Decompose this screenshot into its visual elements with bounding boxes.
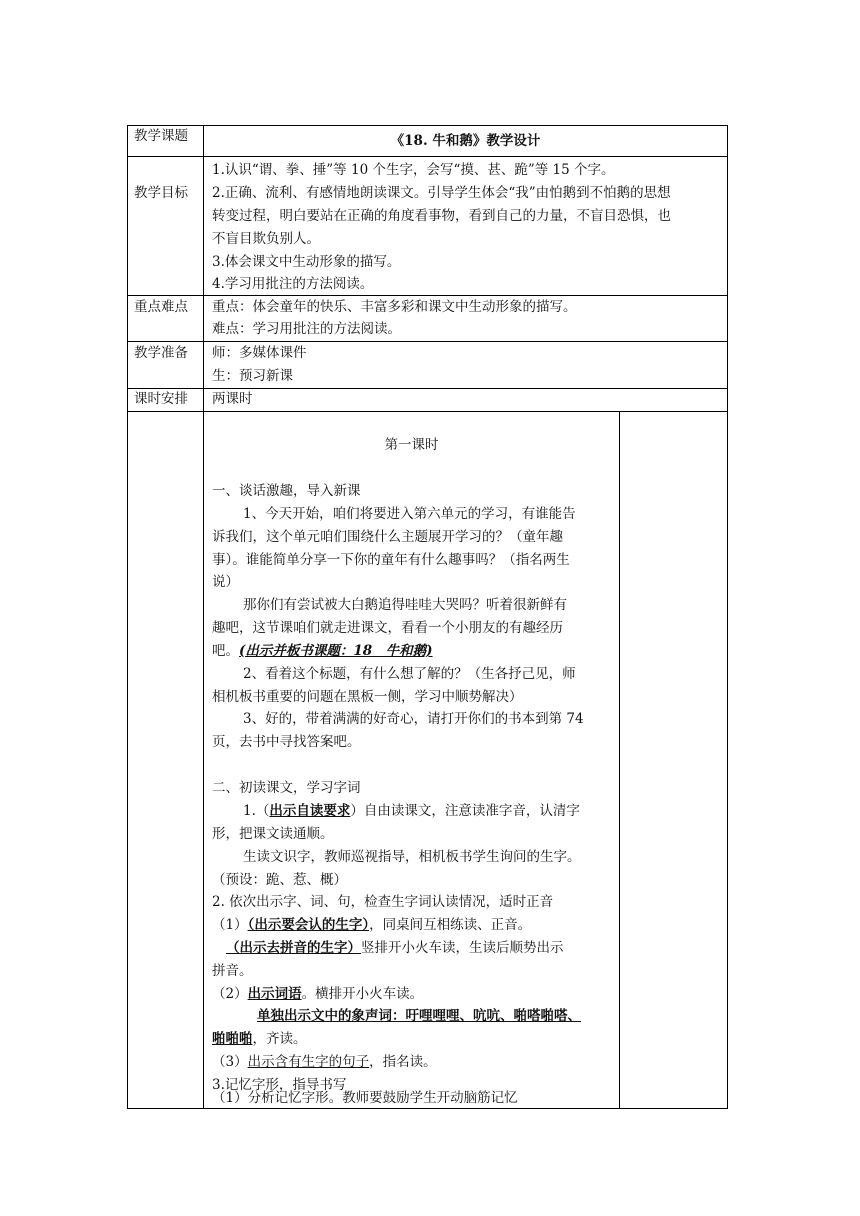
lesson-line: 1、今天开始，咱们将要进入第六单元的学习，有谁能告 [243,506,576,522]
lesson-line: 页，去书中寻找答案吧。 [212,734,361,750]
emphasis-text: （出示要会认的生字） [247,917,370,933]
hours-label: 课时安排 [134,391,188,407]
lesson-text: ，指名读。 [369,1054,437,1070]
lesson-text: 竖排开小火车读，生读后顺势出示 [361,940,564,956]
lesson-text: 吧。 [212,643,239,659]
topic-label: 教学课题 [134,128,188,144]
emphasis-text: 啪啪啪 [212,1031,253,1047]
lesson-line: （预设：跪、惹、概） [212,872,347,888]
lesson-title: 第一课时 [384,437,439,453]
lesson-line: 形，把课文读通顺。 [212,826,334,842]
goal-line: 不盲目欺负别人。 [212,231,320,247]
lesson-line: （1）分析记忆字形。教师要鼓励学生开动脑筋记忆 [212,1090,518,1106]
row-divider-5 [127,411,728,412]
key-points-label: 重点难点 [134,299,188,315]
table-border-left [127,125,128,1109]
goals-label: 教学目标 [134,185,188,201]
emphasis-text: （出示去拼音的生字） [226,940,361,956]
table-border-right [727,125,728,1109]
lesson-line: 说） [212,574,239,590]
lesson-line: 拼音。 [212,963,253,979]
prep-line: 生：预习新课 [212,368,293,384]
lesson-line: 那你们有尝试被大白鹅追得哇哇大哭吗？听着很新鲜有 [243,597,567,613]
key-point-line: 难点：学习用批注的方法阅读。 [212,321,401,337]
lesson-text: ，同桌间互相练读、正音。 [369,917,532,933]
lesson-line: 2. 依次出示字、词、句，检查生字词认读情况，适时正音 [212,894,554,910]
section-heading: 二、初读课文，学习字词 [212,780,361,796]
lesson-line [212,1052,437,1073]
lesson-text: （1） [212,917,248,933]
lesson-line: 诉我们，这个单元咱们围绕什么主题展开学习的？（童年趣 [212,529,563,545]
emphasis-text: 出示含有生字的句子 [247,1054,370,1070]
document-title: 《18. 牛和鹅》教学设计 [390,133,541,149]
lesson-text: 1.（ [243,803,270,819]
lesson-text: ）自由读课文，注意读准字音，认清字 [350,803,580,819]
lesson-line [212,915,531,936]
lesson-line [243,801,580,822]
goal-line: 转变过程，明白要站在正确的角度看事物，看到自己的力量，不盲目恐惧，也 [212,208,671,224]
lesson-line: 趣吧，这节课咱们就走进课文，看看一个小朋友的有趣经历 [212,620,563,636]
table-column-divider [203,125,204,1109]
lesson-line: 相机板书重要的问题在黑板一侧，学习中顺势解决） [212,689,523,705]
notes-column-divider [619,411,620,1109]
row-divider-3 [127,341,728,342]
lesson-line: 单独出示文中的象声词：吁哩哩哩、吭吭、啪嗒啪嗒、 [257,1008,581,1024]
emphasis-text: 出示自读要求 [269,803,351,819]
lesson-text: ，齐读。 [252,1031,307,1047]
lesson-line: 生读文识字，教师巡视指导，相机板书学生询问的生字。 [243,849,581,865]
lesson-line [226,938,564,959]
row-divider-1 [127,156,728,157]
lesson-line: 3.记忆字形，指导书写 [212,1077,347,1093]
lesson-line: 事）。谁能简单分享一下你的童年有什么趣事吗？（指名两生 [212,552,570,568]
goal-line: 4.学习用批注的方法阅读。 [212,276,374,292]
prep-line: 师：多媒体课件 [212,345,307,361]
prep-label: 教学准备 [134,345,188,361]
lesson-line: 2、看着这个标题，有什么想了解的？（生各抒己见，师 [243,666,576,682]
hours-value: 两课时 [212,391,253,407]
lesson-text: （2） [212,986,248,1002]
section-heading: 一、谈话激趣，导入新课 [212,483,361,499]
lesson-line [212,984,423,1005]
lesson-line [212,1029,307,1050]
lesson-text: （3） [212,1054,248,1070]
emphasis-text: 出示词语 [247,986,302,1002]
lesson-line [212,641,433,662]
goal-line: 1.认识“谓、拳、捶”等 10 个生字，会写“摸、甚、跪”等 15 个字。 [212,162,615,178]
lesson-line: 3、好的，带着满满的好奇心，请打开你们的书本到第 74 [243,711,584,727]
goal-line: 2.正确、流利、有感情地朗读课文。引导学生体会“我”由怕鹅到不怕鹅的思想 [212,185,671,201]
lesson-text: 。横排开小火车读。 [301,986,424,1002]
board-title-cue: (出示并板书课题：18 牛和鹅) [239,643,433,659]
key-point-line: 重点：体会童年的快乐、丰富多彩和课文中生动形象的描写。 [212,299,577,315]
goal-line: 3.体会课文中生动形象的描写。 [212,254,401,270]
table-border-top [127,125,728,126]
row-divider-2 [127,295,728,296]
